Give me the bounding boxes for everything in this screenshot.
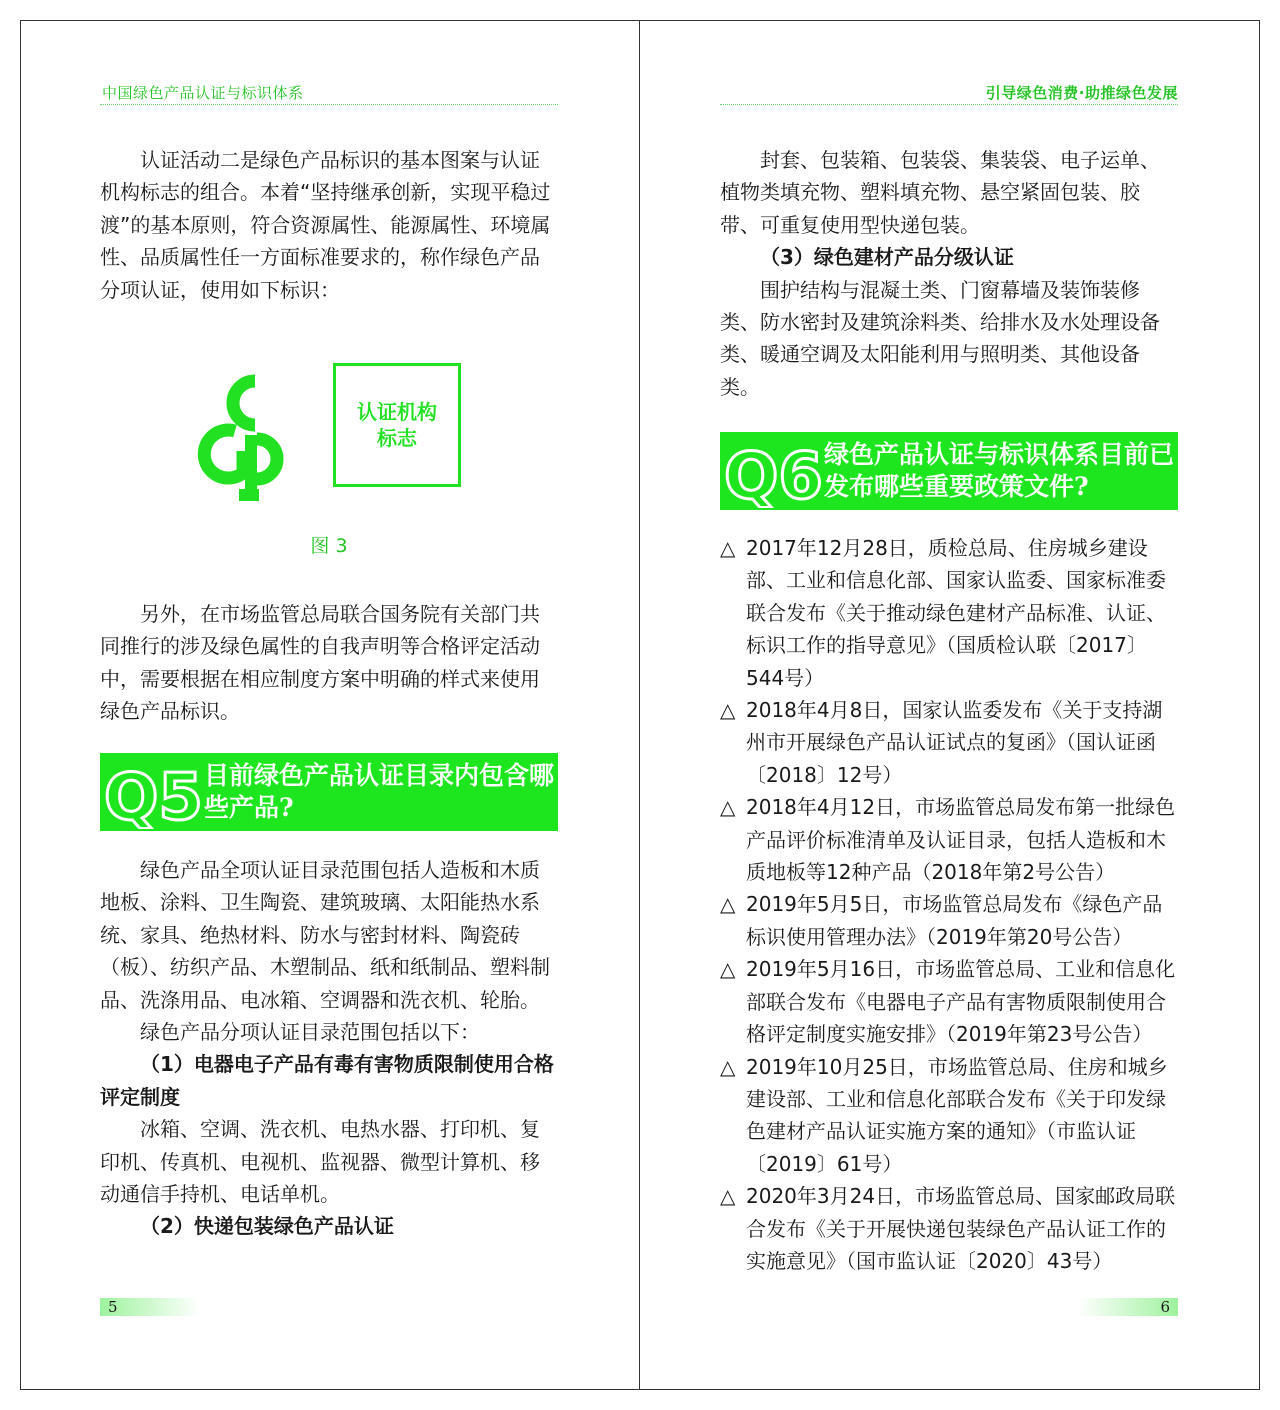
list-item: △ 2020年3月24日，市场监管总局、国家邮政局联合发布《关于开展快递包装绿色产品认证工作的实施意见》（国市监认证〔2020〕43号） <box>720 1180 1178 1277</box>
q5-title: 目前绿色产品认证目录内包含哪些产品? <box>204 761 555 822</box>
figure-caption: 图 3 <box>310 535 348 557</box>
header-rule <box>100 104 558 105</box>
header-rule <box>720 104 1178 105</box>
figure-3 <box>100 355 558 575</box>
left-page <box>20 20 640 1390</box>
q5-answer: 绿色产品全项认证目录范围包括人造板和木质地板、涂料、卫生陶瓷、建筑玻璃、太阳能热水系统、家具、绝热材料、防水与密封材料、陶瓷砖（板）、纺织产品、木塑制品、纸和纸制品、塑料制品、洗涤用品、电冰箱、空调器和洗衣机、轮胎。 绿色产品分项认证目录范围包括以下： （1）电器电子产品有毒有害物质限制使用合格评定制度 冰箱、空调、洗衣机、电热水器、打印机、复印机、传真机、电视机、监视器、微型计算机、移动通信手持机、电话单机。 （2）快递包装绿色产品认证 <box>100 854 558 1243</box>
triangle-icon: △ <box>720 892 736 917</box>
cert-box-label: 认证机构标志 <box>357 400 437 450</box>
triangle-icon: △ <box>720 1054 736 1079</box>
page-number: 6 <box>1078 1298 1178 1316</box>
paragraph-2: 另外，在市场监管总局联合国务院有关部门共同推行的涉及绿色属性的自我声明等合格评定活动中，需要根据在相应制度方案中明确的样式来使用绿色产品标识。 <box>100 602 540 724</box>
triangle-icon: △ <box>720 1184 736 1209</box>
q5-banner <box>100 753 558 831</box>
list-item: △ 2018年4月12日，市场监管总局发布第一批绿色产品评价标准清单及认证目录，包括人造板和木质地板等12种产品（2018年第2号公告） <box>720 791 1178 888</box>
list-item: △ 2019年5月16日，市场监管总局、工业和信息化部联合发布《电器电子产品有害物质限制使用合格评定制度实施安排》（2019年第23号公告） <box>720 953 1178 1050</box>
running-head: 中国绿色产品认证与标识体系 <box>102 84 304 102</box>
page-number: 5 <box>100 1298 200 1316</box>
list-item: △ 2019年10月25日，市场监管总局、住房和城乡建设部、工业和信息化部联合发布《关于印发绿色建材产品认证实施方案的通知》（市监认证〔2019〕61号） <box>720 1051 1178 1181</box>
triangle-icon: △ <box>720 536 736 560</box>
triangle-icon: △ <box>720 957 736 982</box>
svg-text:Q5: Q5 <box>104 761 203 829</box>
right-top-text: 封套、包装箱、包装袋、集装袋、电子运单、植物类填充物、塑料填充物、悬空紧固包装、胶带、可重复使用型快递包装。 （3）绿色建材产品分级认证 围护结构与混凝土类、门窗幕墙及装饰装修类、防水密封及建筑涂料类、给排水及水处理设备类、暖通空调及太阳能利用与照明类、其他设备类。 <box>720 144 1178 403</box>
triangle-icon: △ <box>720 795 736 820</box>
policy-list <box>720 532 1178 1277</box>
list-item: △ 2017年12月28日，质检总局、住房城乡建设部、工业和信息化部、国家认监委、国家标准委联合发布《关于推动绿色建材产品标准、认证、标识工作的指导意见》（国质检认联〔2017〕544号） <box>720 532 1178 694</box>
q5-label-icon <box>102 757 206 829</box>
q6-title: 绿色产品认证与标识体系目前已发布哪些重要政策文件? <box>824 440 1175 501</box>
right-page <box>640 20 1260 1390</box>
certification-body-mark-box <box>333 363 461 487</box>
subhead-2: （2）快递包装绿色产品认证 <box>140 1214 394 1239</box>
q6-banner <box>720 432 1178 510</box>
running-head: 引导绿色消费·助推绿色发展 <box>985 84 1178 102</box>
q6-label-icon <box>722 436 826 508</box>
list-item: △ 2019年5月5日，市场监管总局发布《绿色产品标识使用管理办法》（2019年第20号公告） <box>720 888 1178 953</box>
svg-text:Q6: Q6 <box>724 440 823 508</box>
list-item: △ 2018年4月8日，国家认监委发布《关于支持湖州市开展绿色产品认证试点的复函》（国认证函〔2018〕12号） <box>720 694 1178 791</box>
subhead-3: （3）绿色建材产品分级认证 <box>760 245 1014 270</box>
cgp-logo-icon <box>195 373 305 503</box>
triangle-icon: △ <box>720 698 736 723</box>
subhead-1: （1）电器电子产品有毒有害物质限制使用合格评定制度 <box>100 1052 554 1109</box>
intro-paragraph: 认证活动二是绿色产品标识的基本图案与认证机构标志的组合。本着“坚持继承创新，实现平稳过渡”的基本原则，符合资源属性、能源属性、环境属性、品质属性任一方面标准要求的，称作绿色产品分项认证，使用如下标识： <box>100 148 551 302</box>
